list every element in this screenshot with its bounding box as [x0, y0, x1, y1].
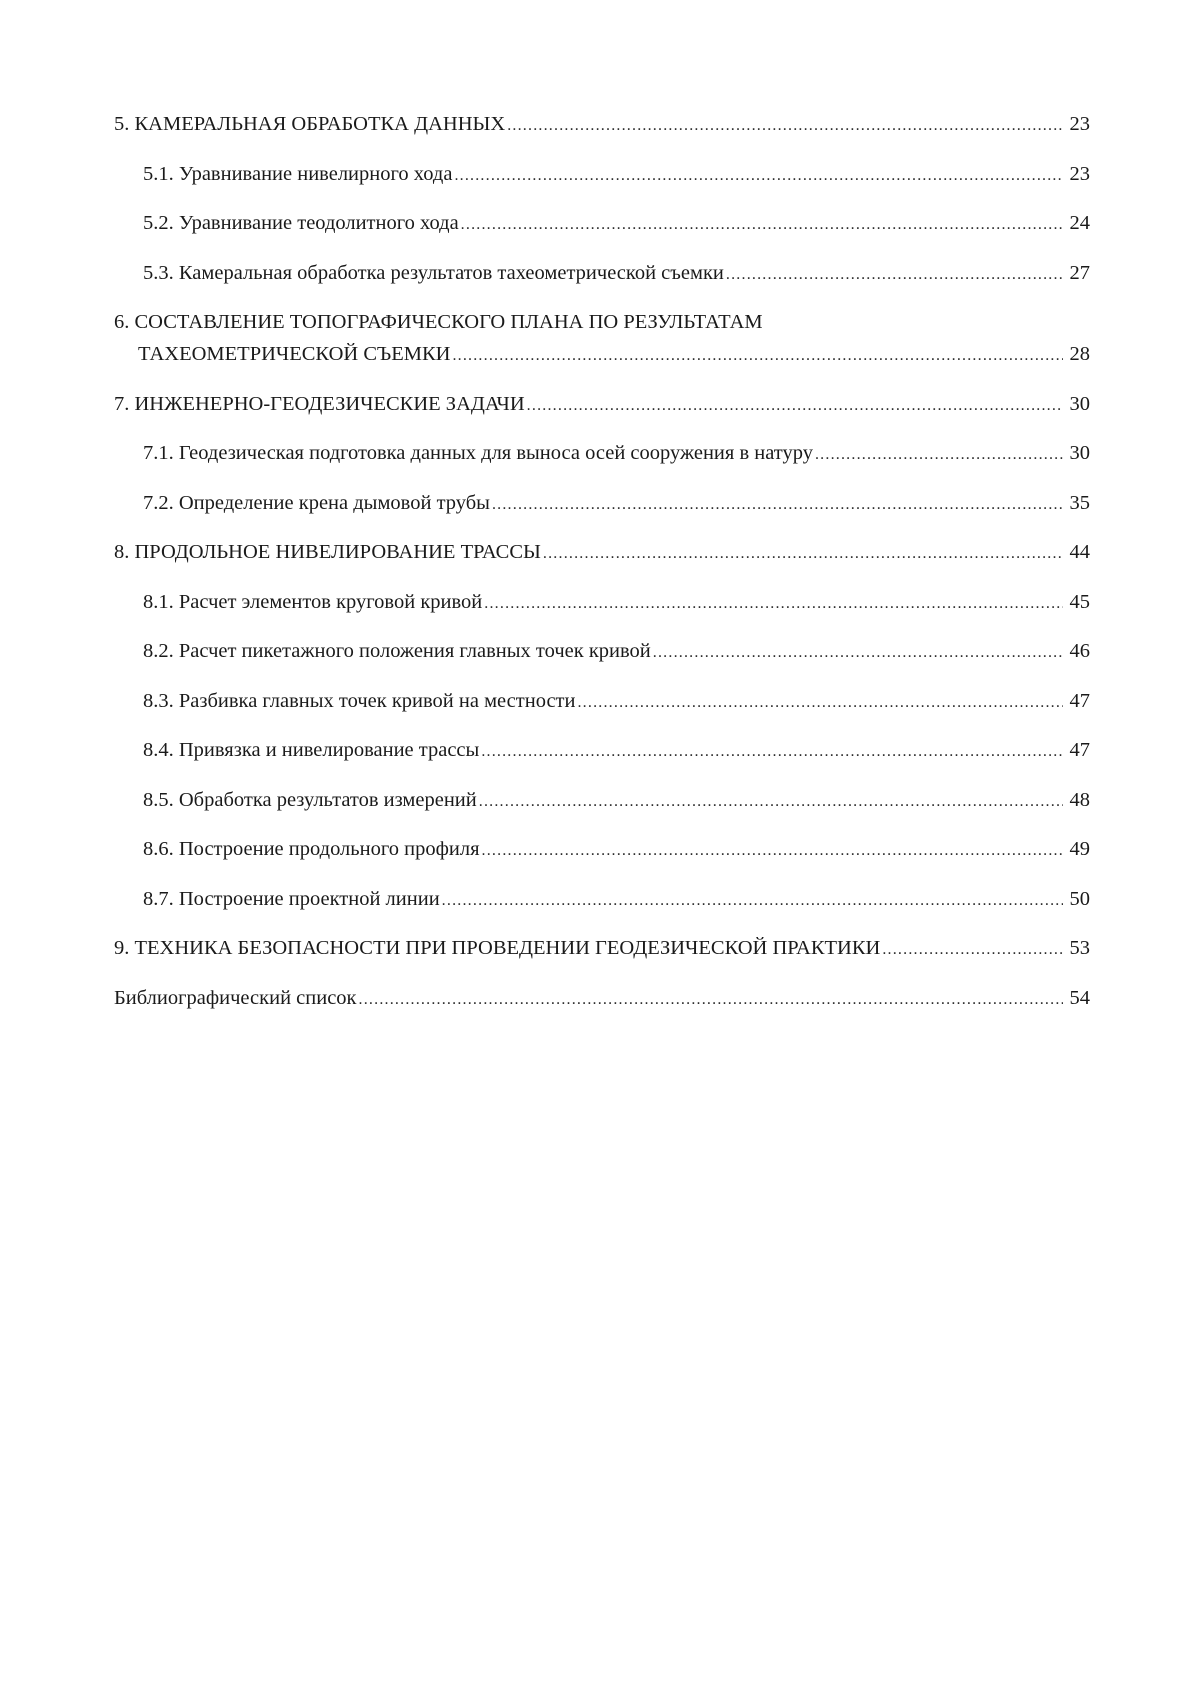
toc-entry-8-4[interactable] — [114, 734, 1090, 768]
toc-dot-leader — [577, 687, 1063, 719]
toc-page-number: 30 — [1069, 392, 1090, 415]
toc-entry-title: 8.4. Привязка и нивелирование трассы — [143, 739, 480, 761]
toc-entry-6[interactable] — [114, 306, 1090, 372]
toc-dot-leader — [527, 390, 1063, 422]
toc-page-number: 47 — [1069, 739, 1090, 761]
toc-dot-leader — [653, 637, 1063, 669]
toc-page-number: 44 — [1069, 541, 1090, 563]
toc-dot-leader — [492, 489, 1063, 521]
toc-dot-leader — [359, 984, 1063, 1016]
toc-dot-leader — [461, 209, 1063, 241]
toc-entry-title: 5.3. Камеральная обработка результатов тахеометрической съемки — [143, 261, 724, 284]
toc-page-number: 28 — [1069, 343, 1090, 365]
toc-dot-leader — [454, 160, 1063, 192]
toc-entry-8-3[interactable] — [114, 685, 1090, 719]
toc-dot-leader — [484, 588, 1063, 620]
toc-page-number: 54 — [1069, 986, 1090, 1009]
toc-entry-title: 9. ТЕХНИКА БЕЗОПАСНОСТИ ПРИ ПРОВЕДЕНИИ ГЕОДЕЗИЧЕСКОЙ ПРАКТИКИ — [114, 937, 881, 959]
toc-dot-leader — [452, 340, 1063, 372]
toc-entry-8-1[interactable] — [114, 586, 1090, 620]
toc-entry-title: 8. ПРОДОЛЬНОЕ НИВЕЛИРОВАНИЕ ТРАССЫ — [114, 541, 541, 563]
toc-page-number: 50 — [1069, 887, 1090, 910]
toc-page-number: 30 — [1069, 442, 1090, 464]
toc-entry-8-6[interactable] — [114, 833, 1090, 867]
toc-page-number: 45 — [1069, 590, 1090, 613]
toc-dot-leader — [507, 110, 1063, 142]
toc-entry-8-2[interactable] — [114, 635, 1090, 669]
table-of-contents — [114, 108, 1090, 1031]
toc-entry-title: 8.7. Построение проектной линии — [143, 887, 440, 910]
toc-entry-8[interactable] — [114, 536, 1090, 570]
toc-page-number: 23 — [1069, 162, 1090, 185]
toc-dot-leader — [442, 885, 1063, 917]
toc-page-number: 53 — [1069, 937, 1090, 959]
toc-dot-leader — [882, 934, 1063, 966]
toc-entry-title: Библиографический список — [114, 986, 357, 1009]
toc-dot-leader — [815, 439, 1063, 471]
toc-entry-5-1[interactable] — [114, 158, 1090, 192]
toc-entry-bibliography[interactable] — [114, 982, 1090, 1016]
toc-entry-7-1[interactable] — [114, 437, 1090, 471]
toc-page-number: 35 — [1069, 491, 1090, 514]
toc-entry-title: 5.2. Уравнивание теодолитного хода — [143, 212, 459, 234]
toc-entry-title: 5. КАМЕРАЛЬНАЯ ОБРАБОТКА ДАННЫХ — [114, 113, 506, 135]
toc-page-number: 49 — [1069, 838, 1090, 860]
toc-entry-5-3[interactable] — [114, 257, 1090, 291]
toc-entry-5-2[interactable] — [114, 207, 1090, 241]
toc-entry-title: 8.6. Построение продольного профиля — [143, 838, 480, 860]
toc-dot-leader — [543, 538, 1063, 570]
toc-entry-8-5[interactable] — [114, 784, 1090, 818]
toc-entry-title: 7. ИНЖЕНЕРНО-ГЕОДЕЗИЧЕСКИЕ ЗАДАЧИ — [114, 392, 525, 415]
toc-page-number: 24 — [1069, 212, 1090, 234]
toc-dot-leader — [726, 259, 1063, 291]
toc-page-number: 48 — [1069, 788, 1090, 811]
toc-entry-8-7[interactable] — [114, 883, 1090, 917]
toc-entry-title: 8.2. Расчет пикетажного положения главных точек кривой — [143, 640, 651, 662]
toc-dot-leader — [481, 736, 1063, 768]
toc-entry-title: 8.5. Обработка результатов измерений — [143, 788, 477, 811]
toc-entry-title: 8.3. Разбивка главных точек кривой на местности — [143, 689, 576, 712]
toc-entry-title: 5.1. Уравнивание нивелирного хода — [143, 162, 453, 185]
toc-page-number: 23 — [1069, 113, 1090, 135]
toc-page-number: 47 — [1069, 689, 1090, 712]
toc-entry-5[interactable] — [114, 108, 1090, 142]
toc-entry-title: 8.1. Расчет элементов круговой кривой — [143, 590, 483, 613]
toc-entry-7[interactable] — [114, 388, 1090, 422]
toc-page-number: 27 — [1069, 261, 1090, 284]
toc-dot-leader — [482, 835, 1063, 867]
toc-page-number: 46 — [1069, 640, 1090, 662]
toc-entry-title: ТАХЕОМЕТРИЧЕСКОЙ СЪЕМКИ — [138, 343, 451, 365]
toc-entry-7-2[interactable] — [114, 487, 1090, 521]
toc-entry-title: 7.1. Геодезическая подготовка данных для выноса осей сооружения в натуру — [143, 442, 813, 464]
toc-entry-title: 7.2. Определение крена дымовой трубы — [143, 491, 490, 514]
toc-dot-leader — [479, 786, 1063, 818]
toc-entry-title-line1: 6. СОСТАВЛЕНИЕ ТОПОГРАФИЧЕСКОГО ПЛАНА ПО РЕЗУЛЬТАТАМ — [114, 311, 763, 333]
toc-entry-9[interactable] — [114, 932, 1090, 966]
